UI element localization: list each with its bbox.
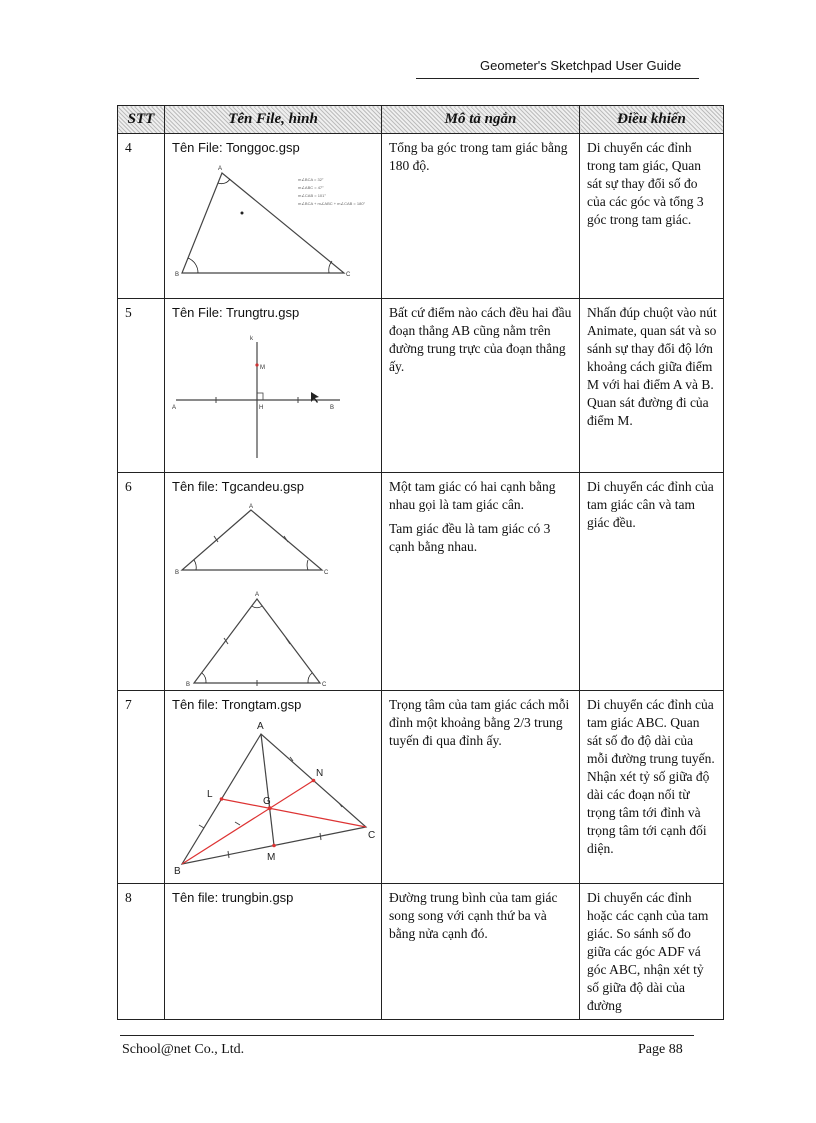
- table-header-row: [118, 106, 724, 134]
- measure-label: m∠BCA = 32°: [298, 177, 324, 182]
- point-label-g: G: [263, 796, 271, 807]
- description-text: Một tam giác có hai cạnh bằng nhau gọi là tam giác cân.: [389, 479, 556, 512]
- tick-mark: [235, 822, 240, 825]
- file-name: Tên file: Tgcandeu.gsp: [172, 479, 305, 494]
- point-label-m: M: [267, 852, 276, 863]
- control-text: Di chuyển các đỉnh trong tam giác, Quan sát sự thay đổi số đo của các góc và tổng 3 góc trong tam giác.: [580, 134, 724, 299]
- vertex-label-b: B: [175, 570, 180, 576]
- isosceles-triangle: [182, 510, 322, 570]
- interior-point: [241, 212, 244, 215]
- file-name: Tên file: trungbin.gsp: [172, 890, 294, 905]
- description-cell: [382, 299, 580, 473]
- description-text: Trọng tâm của tam giác cách mỗi đỉnh một khoảng bằng 2/3 trung tuyến đi qua đỉnh ấy.: [389, 697, 570, 748]
- vertex-label-a: A: [249, 504, 254, 510]
- row-number: 6: [118, 473, 165, 691]
- angle-mark: [194, 560, 196, 570]
- measure-label: m∠BCA + m∠ABC + m∠CAB = 180°: [298, 201, 366, 206]
- point-label-n: N: [316, 768, 324, 779]
- equilateral-triangle: [194, 599, 320, 683]
- point-label-l: L: [207, 789, 213, 800]
- angle-mark: [307, 560, 308, 570]
- header-divider: [416, 78, 699, 79]
- centroid-figure: [172, 714, 377, 876]
- angle-mark-b: [188, 258, 198, 273]
- vertex-label-c: C: [324, 570, 329, 576]
- file-name: Tên File: Trungtru.gsp: [172, 305, 300, 320]
- file-cell: [165, 691, 382, 884]
- tick-mark: [228, 851, 229, 858]
- row-number: 8: [118, 884, 165, 1020]
- angle-mark: [308, 673, 312, 683]
- file-cell: [165, 299, 382, 473]
- median-bn: [182, 781, 314, 865]
- median-cl: [222, 799, 367, 827]
- page-number: Page 88: [638, 1042, 683, 1057]
- file-cell: [165, 884, 382, 1020]
- description-text: Bất cứ điểm nào cách đều hai đầu đoạn thẳng AB cũng nằm trên đường trung trực của đoạn thẳng ấy.: [389, 305, 572, 374]
- col-header-description: Mô tả ngắn: [382, 106, 580, 134]
- line-label-k: k: [250, 336, 253, 342]
- point-m: [255, 363, 258, 366]
- table-row: [118, 473, 724, 691]
- col-header-control: Điều khiển: [580, 106, 724, 134]
- vertex-label-a: A: [218, 166, 223, 172]
- angle-sum-figure: [172, 157, 377, 277]
- midpoint-n: [312, 779, 316, 783]
- measure-label: m∠ABC = 47°: [298, 185, 324, 190]
- footer-company: School@net Co., Ltd.: [122, 1042, 245, 1057]
- vertex-label-b: B: [175, 272, 180, 277]
- header-title: Geometer's Sketchpad User Guide: [480, 58, 682, 73]
- vertex-label-a: A: [257, 721, 264, 732]
- row-number: 4: [118, 134, 165, 299]
- description-text: Đường trung bình của tam giác song song với cạnh thứ ba và bằng nửa cạnh đó.: [389, 890, 558, 941]
- perpendicular-bisector-figure: [172, 322, 377, 462]
- right-angle-mark: [257, 393, 263, 400]
- table-row: [118, 134, 724, 299]
- point-label-a: A: [172, 405, 177, 411]
- vertex-label-c: C: [322, 682, 327, 686]
- point-label-h: H: [259, 405, 264, 411]
- file-name: Tên file: Trongtam.gsp: [172, 697, 302, 712]
- footer-divider: [120, 1035, 694, 1036]
- table-row: [118, 884, 724, 1020]
- col-header-stt: STT: [118, 106, 165, 134]
- vertex-label-b: B: [174, 866, 181, 876]
- description-cell: [382, 884, 580, 1020]
- tick-mark: [320, 833, 321, 840]
- file-cell: [165, 134, 382, 299]
- vertex-label-b: B: [186, 682, 191, 686]
- vertex-label-a: A: [255, 592, 260, 598]
- tick-mark: [286, 638, 290, 644]
- point-label-m: M: [260, 365, 265, 371]
- point-label-b: B: [330, 405, 335, 411]
- measure-label: m∠CAB = 101°: [298, 193, 326, 198]
- isosceles-equilateral-figure: [172, 496, 377, 686]
- col-header-file: Tên File, hình: [165, 106, 382, 134]
- control-text: Di chuyển các đỉnh của tam giác ABC. Quan sát số đo độ dài của mỗi đường trung tuyến. Nhận xét tỷ số giữa độ dài các đoạn nối từ trọng tâm tới đỉnh và trọng tâm tới cạnh đối diện.: [580, 691, 724, 884]
- description-text: Tam giác đều là tam giác có 3 cạnh bằng nhau.: [389, 521, 551, 554]
- control-text: Di chuyển các đỉnh của tam giác cân và tam giác đều.: [580, 473, 724, 691]
- description-cell: [382, 134, 580, 299]
- control-text: Nhấn đúp chuột vào nút Animate, quan sát và so sánh sự thay đổi độ lớn khoảng cách giữa điểm M với hai điểm A và B. Quan sát đường đi của điểm M.: [580, 299, 724, 473]
- angle-mark: [202, 673, 206, 683]
- description-cell: [382, 691, 580, 884]
- file-cell: [165, 473, 382, 691]
- file-table: [117, 105, 724, 1020]
- midpoint-m: [272, 844, 276, 848]
- midpoint-l: [220, 797, 224, 801]
- angle-mark: [252, 606, 262, 608]
- description-cell: [382, 473, 580, 691]
- vertex-label-c: C: [346, 272, 351, 277]
- cursor-icon: [311, 392, 319, 403]
- table-row: [118, 691, 724, 884]
- table-row: [118, 299, 724, 473]
- row-number: 5: [118, 299, 165, 473]
- vertex-label-c: C: [368, 830, 376, 841]
- file-name: Tên File: Tonggoc.gsp: [172, 140, 300, 155]
- row-number: 7: [118, 691, 165, 884]
- description-text: Tổng ba góc trong tam giác bằng 180 độ.: [389, 140, 568, 173]
- control-text: Di chuyển các đỉnh hoặc các cạnh của tam giác. So sánh số đo giữa các góc ADF vá góc ABC, nhận xét tỷ số giữa độ dài của đường: [580, 884, 724, 1020]
- median-am: [261, 734, 274, 846]
- tick-mark: [199, 825, 204, 828]
